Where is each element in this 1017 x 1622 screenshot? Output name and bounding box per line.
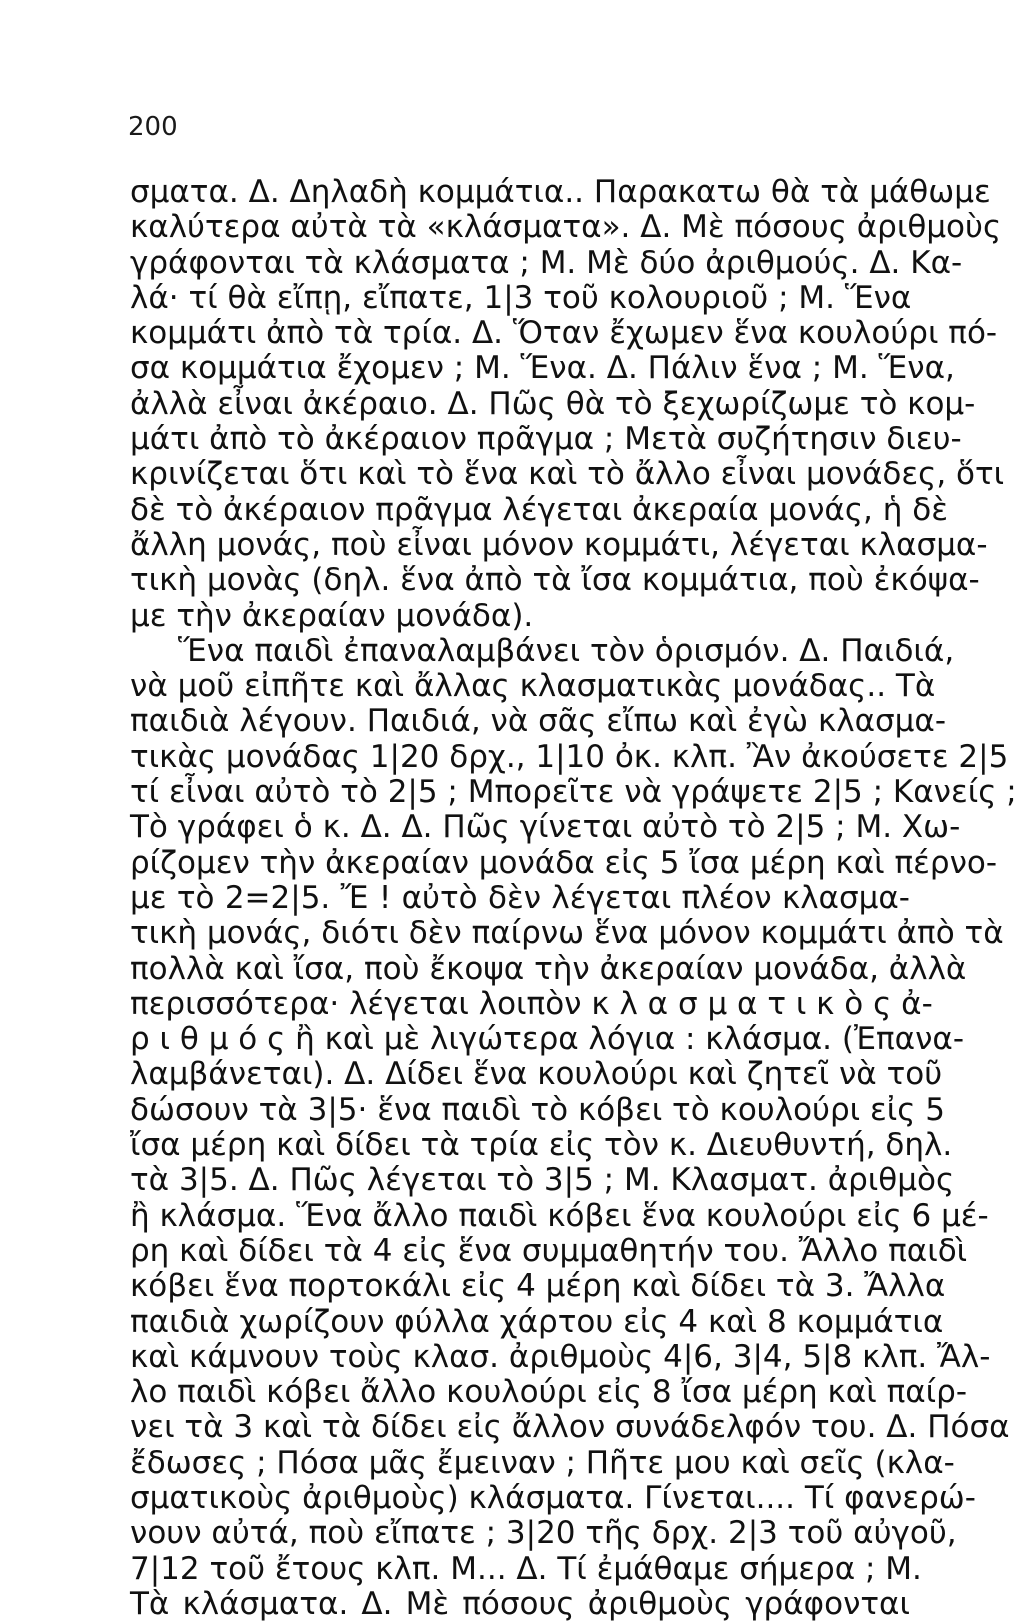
text-line: λά· τί θὰ εἴπῃ, εἴπατε, 1|3 τοῦ κολουριοῦ ; Μ. Ἕνα	[130, 279, 912, 316]
text-line: νὰ μοῦ εἰπῆτε καὶ ἄλλας κλασματικὰς μονάδας.. Τὰ	[130, 668, 936, 705]
text-line: λο παιδὶ κόβει ἄλλο κουλούρι εἰς 8 ἴσα μέρη καὶ παίρ-	[130, 1374, 968, 1411]
text-line: κόβει ἕνα πορτοκάλι εἰς 4 μέρη καὶ δίδει τὰ 3. Ἄλλα	[130, 1268, 946, 1305]
text-line: ἀλλὰ εἶναι ἀκέραιο. Δ. Πῶς θὰ τὸ ξεχωρίζωμε τὸ κομ-	[130, 385, 976, 422]
text-line: ρίζομεν τὴν ἀκεραίαν μονάδα εἰς 5 ἴσα μέρη καὶ πέρνο-	[130, 844, 998, 881]
text-line: δώσουν τὰ 3|5· ἕνα παιδὶ τὸ κόβει τὸ κουλούρι εἰς 5	[130, 1091, 946, 1128]
text-line: ρη καὶ δίδει τὰ 4 εἰς ἕνα συμμαθητήν του. Ἄλλο παιδὶ	[130, 1232, 968, 1269]
text-line: γράφονται τὰ κλάσματα ; Μ. Μὲ δύο ἀριθμούς. Δ. Κα-	[130, 244, 963, 281]
text-line: τικὴ μονάς, διότι δὲν παίρνω ἕνα μόνον κομμάτι ἀπὸ τὰ	[130, 915, 1004, 952]
text-line: ρ ι θ μ ό ς ἢ καὶ μὲ λιγώτερα λόγια : κλάσμα. (Ἐπανα-	[130, 1021, 965, 1058]
text-line: παιδιὰ χωρίζουν φύλλα χάρτου εἰς 4 καὶ 8 κομμάτια	[130, 1303, 944, 1340]
text-line: καὶ κάμνουν τοὺς κλασ. ἀριθμοὺς 4|6, 3|4, 5|8 κλπ. Ἄλ-	[130, 1338, 991, 1375]
text-line: Τὸ γράφει ὁ κ. Δ. Δ. Πῶς γίνεται αὐτὸ τὸ 2|5 ; Μ. Χω-	[130, 809, 961, 846]
text-line: τὰ 3|5. Δ. Πῶς λέγεται τὸ 3|5 ; Μ. Κλασματ. ἀριθμὸς	[130, 1162, 955, 1199]
text-line: κρινίζεται ὅτι καὶ τὸ ἕνα καὶ τὸ ἄλλο εἶναι μονάδες, ὅτι	[130, 456, 1005, 493]
text-line: λαμβάνεται). Δ. Δίδει ἕνα κουλούρι καὶ ζητεῖ νὰ τοῦ	[130, 1056, 943, 1093]
text-line: 7|12 τοῦ ἔτους κλπ. Μ... Δ. Τί ἐμάθαμε σήμερα ; Μ.	[130, 1550, 922, 1587]
text-line: σματικοὺς ἀριθμοὺς) κλάσματα. Γίνεται.... Τί φανερώ-	[130, 1479, 976, 1516]
text-line: τί εἶναι αὐτὸ τὸ 2|5 ; Μπορεῖτε νὰ γράψετε 2|5 ; Κανείς ;	[130, 774, 1017, 811]
text-line: δὲ τὸ ἀκέραιον πρᾶγμα λέγεται ἀκεραία μονάς, ἡ δὲ	[130, 491, 948, 528]
text-line: κομμάτι ἀπὸ τὰ τρία. Δ. Ὅταν ἔχωμεν ἕνα κουλούρι πό-	[130, 315, 998, 352]
text-line: περισσότερα· λέγεται λοιπὸν κ λ α σ μ α τ ι κ ὸ ς ἀ-	[130, 985, 933, 1022]
text-line: ἴσα μέρη καὶ δίδει τὰ τρία εἰς τὸν κ. Διευθυντή, δηλ.	[130, 1127, 953, 1164]
text-line: Ἕνα παιδὶ ἐπαναλαμβάνει τὸν ὁρισμόν. Δ. Παιδιά,	[178, 632, 955, 669]
text-line: Τὰ κλάσματα. Δ. Μὲ πόσους ἀριθμοὺς γράφονται	[130, 1585, 910, 1622]
text-line: καλύτερα αὐτὰ τὰ «κλάσματα». Δ. Μὲ πόσους ἀριθμοὺς	[130, 209, 1002, 246]
text-line: τικὰς μονάδας 1|20 δρχ., 1|10 ὀκ. κλπ. Ἂν ἀκούσετε 2|5	[130, 738, 1009, 775]
text-line: τικὴ μονὰς (δηλ. ἕνα ἀπὸ τὰ ἴσα κομμάτια, ποὺ ἐκόψα-	[130, 562, 980, 599]
text-line: πολλὰ καὶ ἴσα, ποὺ ἔκοψα τὴν ἀκεραίαν μονάδα, ἀλλὰ	[130, 950, 967, 987]
text-line: με τὸ 2=2|5. Ἔ ! αὐτὸ δὲν λέγεται πλέον κλασμα-	[130, 879, 910, 916]
text-line: με τὴν ἀκεραίαν μονάδα).	[130, 597, 534, 634]
text-line: μάτι ἀπὸ τὸ ἀκέραιον πρᾶγμα ; Μετὰ συζήτησιν διευ-	[130, 421, 962, 458]
text-line: ἢ κλάσμα. Ἕνα ἄλλο παιδὶ κόβει ἕνα κουλούρι εἰς 6 μέ-	[130, 1197, 989, 1234]
body-text	[130, 174, 1017, 1622]
text-line: παιδιὰ λέγουν. Παιδιά, νὰ σᾶς εἴπω καὶ ἐγὼ κλασμα-	[130, 703, 947, 740]
text-line: σματα. Δ. Δηλαδὴ κομμάτια.. Παρακατω θὰ τὰ μάθωμε	[130, 174, 991, 210]
text-line: νει τὰ 3 καὶ τὰ δίδει εἰς ἄλλον συνάδελφόν του. Δ. Πόσα	[130, 1409, 1010, 1446]
text-line: ἄλλη μονάς, ποὺ εἶναι μόνον κομμάτι, λέγεται κλασμα-	[130, 526, 988, 563]
text-line: σα κομμάτια ἔχομεν ; Μ. Ἕνα. Δ. Πάλιν ἕνα ; Μ. Ἕνα,	[130, 350, 955, 387]
text-line: νουν αὐτά, ποὺ εἴπατε ; 3|20 τῆς δρχ. 2|3 τοῦ αὐγοῦ,	[130, 1515, 957, 1552]
page-number: 200	[128, 112, 178, 142]
text-line: ἔδωσες ; Πόσα μᾶς ἔμειναν ; Πῆτε μου καὶ σεῖς (κλα-	[130, 1444, 955, 1481]
